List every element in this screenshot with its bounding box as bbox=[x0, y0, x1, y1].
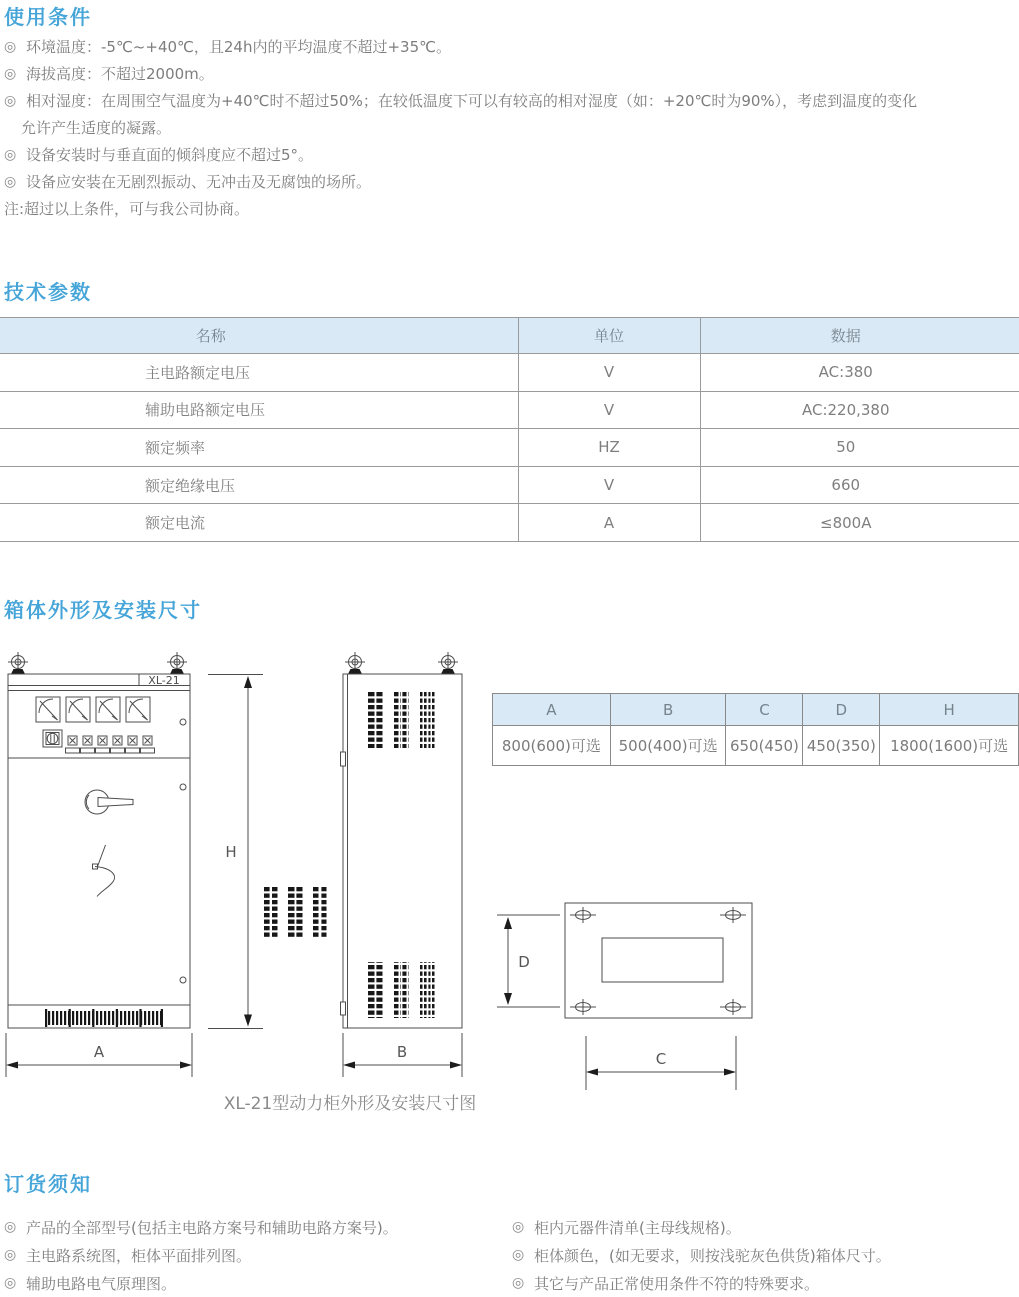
ordering-item bbox=[4, 1241, 504, 1269]
bottom-view bbox=[565, 903, 752, 1018]
louver-detail bbox=[263, 885, 328, 938]
door-knob-icon bbox=[180, 784, 186, 790]
dim-col-C: C bbox=[726, 694, 803, 726]
param-row bbox=[0, 429, 1019, 467]
dim-value-B: 500(400)可选 bbox=[610, 726, 726, 766]
lifting-eye-icon bbox=[167, 652, 187, 674]
front-cabinet-outline bbox=[8, 674, 190, 1028]
usage-condition-item bbox=[4, 168, 1019, 195]
switch-icon bbox=[43, 730, 62, 747]
dimension-H bbox=[208, 675, 263, 1029]
param-name-cell: 额定电流 bbox=[0, 504, 518, 542]
dimension-B bbox=[343, 1033, 462, 1077]
dim-label-A: A bbox=[93, 1043, 105, 1061]
usage-condition-item bbox=[4, 87, 1019, 114]
meter-icon bbox=[96, 697, 120, 722]
button-row bbox=[66, 748, 155, 753]
ordering-item-text: 柜体颜色，(如无要求，则按浅驼灰色供货)箱体尺寸。 bbox=[534, 1246, 891, 1265]
dimensions-heading: 箱体外形及安装尺寸 bbox=[4, 598, 202, 622]
tech-params-header-row bbox=[0, 318, 1019, 354]
usage-conditions-note bbox=[4, 195, 1019, 222]
bullet-icon: ◎ bbox=[512, 1219, 525, 1235]
model-label: XL-21 bbox=[148, 674, 180, 687]
ordering-item-text: 其它与产品正常使用条件不符的特殊要求。 bbox=[534, 1274, 820, 1293]
dimension-table-value-row bbox=[493, 726, 1019, 766]
ordering-item-text: 柜内元器件清单(主母线规格)。 bbox=[534, 1218, 741, 1237]
dimension-table-header-row bbox=[493, 694, 1019, 726]
param-row bbox=[0, 504, 1019, 542]
dimension-C bbox=[586, 1036, 736, 1090]
ordering-left-column bbox=[4, 1213, 504, 1297]
dim-value-C: 650(450) bbox=[726, 726, 803, 766]
param-data-cell: 50 bbox=[700, 429, 1019, 467]
ordering-item-text: 辅助电路电气原理图。 bbox=[26, 1274, 177, 1293]
dim-col-H: H bbox=[880, 694, 1019, 726]
meter-icon bbox=[126, 697, 150, 722]
usage-condition-text: 注:超过以上条件，可与我公司协商。 bbox=[4, 200, 250, 218]
ordering-item bbox=[4, 1269, 504, 1297]
param-data-cell: ≤800A bbox=[700, 504, 1019, 542]
door-handle-icon bbox=[85, 790, 133, 814]
dim-label-B: B bbox=[396, 1043, 408, 1061]
bullet-icon: ◎ bbox=[4, 146, 17, 163]
bullet-icon: ◎ bbox=[4, 1219, 17, 1235]
ordering-heading: 订货须知 bbox=[4, 1172, 92, 1196]
mounting-base-outline bbox=[565, 903, 752, 1018]
hinge bbox=[341, 752, 346, 766]
bullet-icon: ◎ bbox=[512, 1247, 525, 1263]
dimension-A bbox=[6, 1033, 192, 1077]
param-name-cell: 额定频率 bbox=[0, 429, 518, 467]
param-row bbox=[0, 466, 1019, 504]
col-header-name: 名称 bbox=[0, 318, 518, 354]
param-unit-cell: V bbox=[518, 466, 700, 504]
mounting-slot-icon bbox=[570, 907, 596, 923]
dim-label-D: D bbox=[518, 953, 530, 971]
usage-condition-text: 环境温度：-5℃~+40℃，且24h内的平均温度不超过+35℃。 bbox=[26, 38, 451, 56]
param-data-cell: AC:220,380 bbox=[700, 391, 1019, 429]
vent-grille bbox=[45, 1009, 163, 1027]
usage-condition-item bbox=[4, 141, 1019, 168]
bullet-icon: ◎ bbox=[4, 1247, 17, 1263]
mounting-slot-icon bbox=[570, 999, 596, 1015]
usage-condition-item bbox=[4, 60, 1019, 87]
usage-conditions-heading: 使用条件 bbox=[4, 5, 92, 29]
ordering-item bbox=[4, 1213, 504, 1241]
param-unit-cell: A bbox=[518, 504, 700, 542]
ordering-right-column bbox=[512, 1213, 1019, 1297]
dim-label-H: H bbox=[225, 843, 237, 861]
drawing-caption: XL-21型动力柜外形及安装尺寸图 bbox=[223, 1094, 477, 1114]
param-data-cell: 660 bbox=[700, 466, 1019, 504]
dim-value-A: 800(600)可选 bbox=[493, 726, 611, 766]
param-unit-cell: HZ bbox=[518, 429, 700, 467]
mounting-slot-icon bbox=[720, 907, 746, 923]
usage-condition-text: 海拔高度：不超过2000m。 bbox=[26, 65, 214, 83]
param-data-cell: AC:380 bbox=[700, 354, 1019, 392]
indicator-lamp-icon bbox=[68, 736, 152, 745]
bullet-icon: ◎ bbox=[4, 173, 17, 190]
meter-icon bbox=[66, 697, 90, 722]
col-header-unit: 单位 bbox=[518, 318, 700, 354]
ordering-item bbox=[512, 1241, 1019, 1269]
door-knob-icon bbox=[180, 977, 186, 983]
ordering-item bbox=[512, 1269, 1019, 1297]
ordering-item-text: 主电路系统图，柜体平面排列图。 bbox=[26, 1246, 252, 1265]
vent-grille bbox=[368, 962, 435, 1018]
vent-grille bbox=[368, 692, 435, 748]
bullet-icon: ◎ bbox=[4, 92, 17, 109]
grounding-symbol bbox=[93, 845, 115, 897]
param-name-cell: 辅助电路额定电压 bbox=[0, 391, 518, 429]
dim-value-H: 1800(1600)可选 bbox=[880, 726, 1019, 766]
param-unit-cell: V bbox=[518, 391, 700, 429]
dim-col-B: B bbox=[610, 694, 726, 726]
cable-entry-opening bbox=[602, 938, 723, 982]
dimension-D bbox=[497, 915, 560, 1007]
bullet-icon: ◎ bbox=[4, 38, 17, 55]
dimension-table bbox=[492, 693, 1019, 766]
meter-icon bbox=[36, 697, 60, 722]
param-row bbox=[0, 354, 1019, 392]
ordering-item-text: 产品的全部型号(包括主电路方案号和辅助电路方案号)。 bbox=[26, 1218, 398, 1237]
dim-col-A: A bbox=[493, 694, 611, 726]
usage-conditions-list bbox=[4, 33, 1019, 222]
lifting-eye-icon bbox=[345, 652, 365, 674]
param-unit-cell: V bbox=[518, 354, 700, 392]
hinge bbox=[341, 1002, 346, 1015]
usage-condition-text: 设备应安装在无剧烈振动、无冲击及无腐蚀的场所。 bbox=[26, 173, 372, 191]
mounting-slot-icon bbox=[720, 999, 746, 1015]
lifting-eye-icon bbox=[8, 652, 28, 674]
usage-condition-text: 允许产生适度的凝露。 bbox=[21, 119, 172, 137]
ordering-item bbox=[512, 1213, 1019, 1241]
dim-col-D: D bbox=[803, 694, 880, 726]
bullet-icon: ◎ bbox=[512, 1275, 525, 1291]
param-row bbox=[0, 391, 1019, 429]
tech-params-heading: 技术参数 bbox=[4, 280, 92, 304]
lifting-eye-icon bbox=[438, 652, 458, 674]
dim-label-C: C bbox=[655, 1050, 667, 1068]
param-name-cell: 主电路额定电压 bbox=[0, 354, 518, 392]
dim-value-D: 450(350) bbox=[803, 726, 880, 766]
col-header-data: 数据 bbox=[700, 318, 1019, 354]
param-name-cell: 额定绝缘电压 bbox=[0, 466, 518, 504]
tech-params-table bbox=[0, 317, 1019, 542]
door-knob-icon bbox=[180, 719, 186, 725]
usage-condition-text: 设备安装时与垂直面的倾斜度应不超过5°。 bbox=[26, 146, 314, 164]
usage-condition-continuation bbox=[4, 114, 1019, 141]
side-view bbox=[341, 652, 463, 1028]
usage-condition-item bbox=[4, 33, 1019, 60]
front-view bbox=[8, 652, 190, 1028]
usage-condition-text: 相对湿度：在周围空气温度为+40℃时不超过50%；在较低温度下可以有较高的相对湿度（如：+20℃时为90%），考虑到温度的变化 bbox=[26, 92, 918, 110]
bullet-icon: ◎ bbox=[4, 65, 17, 82]
bullet-icon: ◎ bbox=[4, 1275, 17, 1291]
